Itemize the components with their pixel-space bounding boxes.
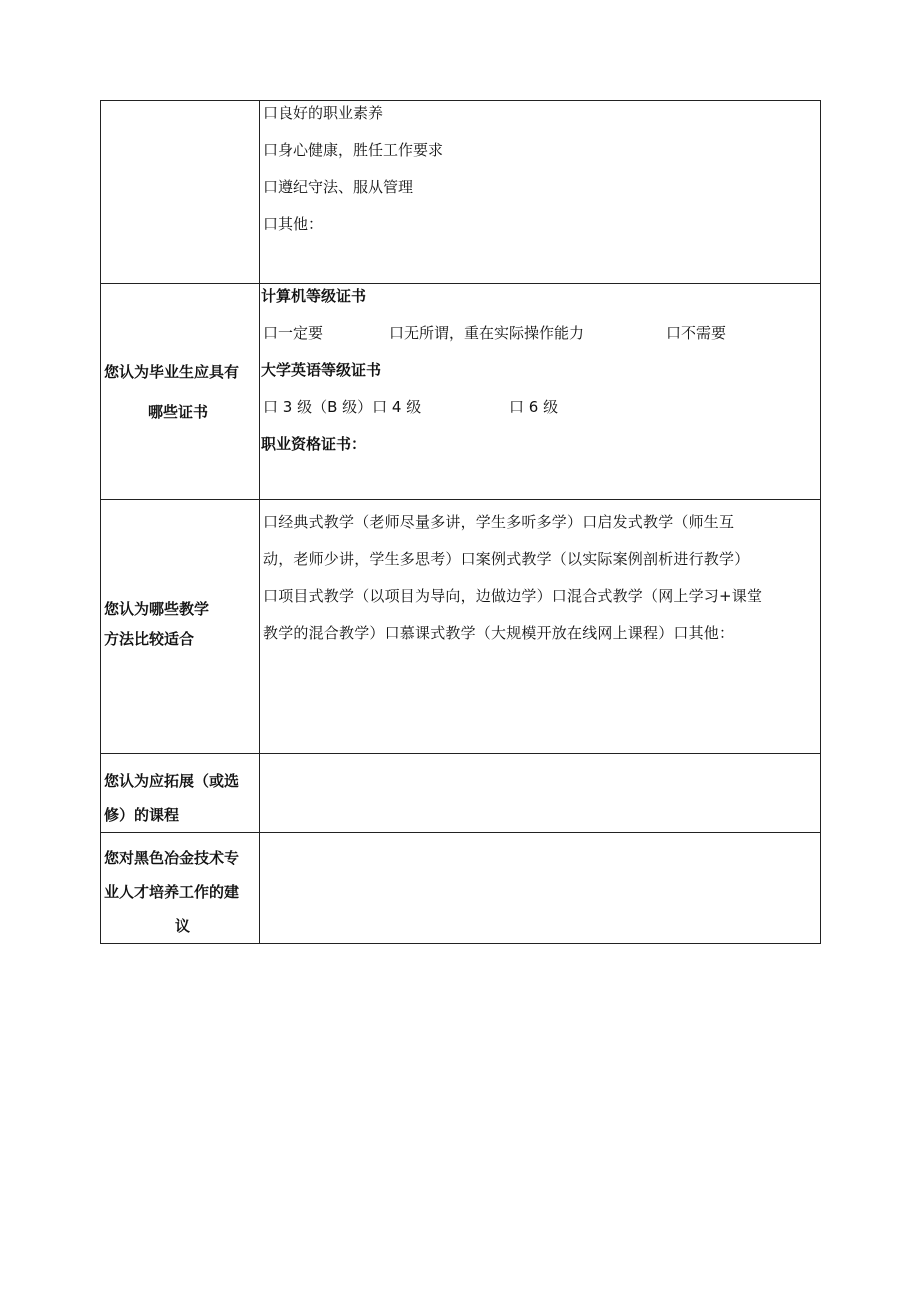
teaching-methods-line-2: 动，老师少讲，学生多思考）口案例式教学（以实际案例剖析进行教学） [263, 550, 750, 568]
teaching-methods-label-line2: 方法比较适合 [104, 630, 195, 648]
option-other-quality[interactable]: 口其他： [263, 215, 324, 233]
suggestions-label-line3: 议 [175, 917, 191, 935]
certificates-label-line1: 您认为毕业生应具有 [104, 362, 240, 381]
vocational-certificate-heading: 职业资格证书： [261, 435, 367, 453]
certificates-content-cell [260, 284, 821, 500]
teaching-methods-label-cell [101, 500, 260, 754]
suggestions-label-line2: 业人才培养工作的建 [104, 883, 240, 901]
option-good-professional-quality[interactable]: 口良好的职业素养 [263, 104, 384, 122]
suggestions-row [101, 833, 821, 944]
certificates-label-cell [101, 284, 260, 500]
option-english-level3-4[interactable]: 口 3 级（B 级）口 4 级 [263, 398, 422, 416]
computer-certificate-options [261, 315, 820, 352]
elective-courses-row [101, 754, 821, 833]
survey-table [100, 100, 821, 944]
option-computer-not-needed[interactable]: 口不需要 [666, 324, 727, 342]
teaching-methods-content-cell [260, 500, 821, 754]
suggestions-label-cell [101, 833, 260, 944]
option-computer-indifferent[interactable]: 口无所谓，重在实际操作能力 [389, 324, 585, 342]
elective-courses-label-line1: 您认为应拓展（或选 [104, 772, 240, 790]
teaching-methods-line-3: 口项目式教学（以项目为导向，边做边学）口混合式教学（网上学习+课堂 [263, 587, 763, 605]
option-computer-required[interactable]: 口一定要 [263, 324, 324, 342]
english-certificate-options [261, 389, 820, 426]
certificates-label-line2: 哪些证书 [148, 402, 209, 421]
suggestions-label-line1: 您对黑色冶金技术专 [104, 849, 240, 867]
certificates-row [101, 284, 821, 500]
teaching-methods-line-4: 教学的混合教学）口慕课式教学（大规模开放在线网上课程）口其他： [263, 624, 735, 642]
qualities-row [101, 101, 821, 284]
option-law-abiding[interactable]: 口遵纪守法、服从管理 [263, 178, 414, 196]
elective-courses-label-line2: 修）的课程 [104, 806, 180, 824]
option-english-level6[interactable]: 口 6 级 [509, 398, 559, 416]
teaching-methods-line-1: 口经典式教学（老师尽量多讲，学生多听多学）口启发式教学（师生互 [263, 513, 735, 531]
elective-courses-answer-area[interactable] [260, 754, 821, 833]
english-certificate-heading: 大学英语等级证书 [261, 361, 382, 379]
teaching-methods-label-line1: 您认为哪些教学 [104, 600, 210, 618]
option-healthy-body-mind[interactable]: 口身心健康，胜任工作要求 [263, 141, 444, 159]
suggestions-answer-area[interactable] [260, 833, 821, 944]
qualities-label-cell [101, 101, 260, 284]
computer-certificate-heading: 计算机等级证书 [261, 287, 367, 305]
teaching-methods-row [101, 500, 821, 754]
elective-courses-label-cell [101, 754, 260, 833]
qualities-options-cell [260, 101, 821, 284]
